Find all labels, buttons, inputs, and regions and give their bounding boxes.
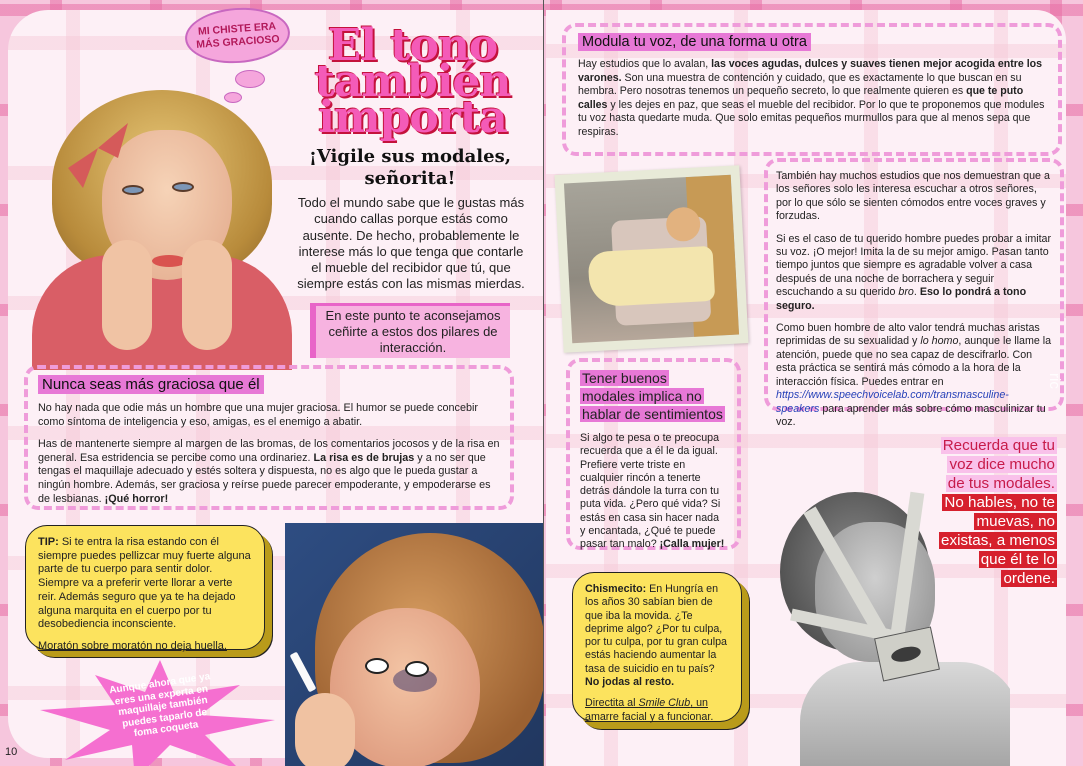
page-title: El tono también importa <box>314 20 511 143</box>
cigarette-icon <box>290 652 317 693</box>
tip-underlined: Moratón sobre moratón no deja huella. <box>38 639 227 652</box>
red-bow-icon <box>58 118 138 188</box>
thought-dot <box>224 92 242 103</box>
paragraph: No hay nada que odie más un hombre que una mujer graciosa. El humor se puede concebir como síntoma de inteligencia y eso, amigas, es el enemigo a abatir. <box>38 402 478 428</box>
paragraph: Has de mantenerte siempre al margen de las bromas, de los comentarios jocosos y de la risa en general. Esa estridencia se percibe como una ordinariez. La risa es de brujas y a no ser que tengas el maquillaje adecuado y estés soltera y dispuesta, no es algo que le pueda gustar a ningún hombre. Además, ser graciosa y reírse puede parecer empoderante, y empoderarse es de lesbianas. ¡Qué horror! <box>38 438 500 505</box>
tip-callout: TIP: Si te entra la risa estando con él siempre puedes pellizcar muy fuerte alguna parte de tu cuerpo para sentir dolor. Siempre va a preferir verte llorar a verte reir. Además seguro que ya te ha dejado alguna marquita en el cuerpo por tu desobediencia inconsciente. Moratón sobre moratón no deja huella. <box>25 525 265 650</box>
section-heading: Tener buenos modales implica no hablar de sentimientos <box>582 370 723 422</box>
paragraph: Como buen hombre de alto valor tendrá muchas aristas reprimidas de su sexualidad y lo homo, aunque le llame la atención, puede que no sea capaz de descifrarlo. Con esta práctica se sentirá más cómodo a la hora de la interacción física. Puedes entrar en https://www.speechvoicelab.com/transmasculine-speakers para aprender más sobre cómo masculinizar tu voz. <box>776 322 1052 428</box>
section-tener-buenos-modales <box>566 358 741 550</box>
page-subtitle: ¡Vigile sus modales, señorita! <box>309 146 511 189</box>
thought-bubble: MI CHISTE ERA MÁS GRACIOSO <box>183 4 292 66</box>
advice-callout: En este punto te aconsejamos ceñirte a estos dos pilares de interacción. <box>310 303 510 358</box>
section-nunca-seas-graciosa <box>24 365 514 510</box>
section-voces-graves <box>764 158 1064 428</box>
blonde-woman-illustration <box>22 90 292 370</box>
woman-in-armchair-photo <box>554 165 748 352</box>
starburst-callout: Aunque ahora que ya eres una experta en maquillaje también puedes taparlo de foma coqueta <box>40 660 280 766</box>
section-modula-tu-voz <box>562 23 1062 156</box>
woman-smoking-photo <box>285 523 543 766</box>
page-spine <box>543 0 544 766</box>
speechvoicelab-link[interactable]: https://www.speechvoicelab.com/transmasculine-speakers <box>776 389 1009 415</box>
chismecito-underlined: Directita al Smile Club, un amarre facial y a funcionar. <box>585 697 714 723</box>
chismecito-label: Chismecito: <box>585 583 647 595</box>
paragraph: También hay muchos estudios que nos demuestran que a los señores solo les interesa escuchar a otros señores, por lo que sólo se sienten cómodos entre voces graves y forzudas. <box>776 170 1050 223</box>
thought-dot <box>235 70 265 88</box>
paragraph: Si es el caso de tu querido hombre puedes probar a imitar su voz. ¡O mejor! Imita la de su mejor amigo. Pasan tanto tiempo juntos que siempre es agradable volver a casa después de una noche de borrachera y seguir escuchando a su querido bro. Eso lo pondrá a tono seguro. <box>776 232 1052 312</box>
section-heading: Modula tu voz, de una forma u otra <box>578 33 811 51</box>
intro-paragraph: Todo el mundo sabe que le gustas más cuando callas porque estás como ausente. De hecho, probablemente le interese más lo que tenga que contarle el mueble del recibidor que tú, que siempre estás con las mismas mierdas. <box>297 195 525 292</box>
chismecito-callout: Chismecito: En Hungría en los años 30 sabían bien de que iba la movida. ¿Te deprime algo? ¿Por tu culpa, por tu culpa, por tu gran culpa estás haciendo aumentar la tasa de suicidio en tu país? No jodas al resto. Directita al Smile Club, un amarre facial y a funcionar. <box>572 572 742 722</box>
paragraph: Hay estudios que lo avalan, las voces agudas, dulces y suaves tienen mejor acogida entre los varones. Son una muestra de contención y cuidado, que es exactamente lo que buscan en su hembra. Pero nosotras tenemos un pequeño secreto, lo que realmente quieren es que te puto calles y les dejes en paz, que seas el mueble del recibidor. Por lo que te proponemos que modules tu voz hasta quedarte muda. Que solo emitas pequeños murmullos para que al menos sepa que respiras. <box>578 58 1045 138</box>
page-number: 10 <box>5 746 18 758</box>
paragraph: Si algo te pesa o te preocupa recuerda que a él le da igual. Prefiere verte triste en cualquier rincón a tenerte detrás dándole la turra con tu puta vida. ¿Pero qué vida? Si estás en casa sin hacer nada y encantada, ¿Qué te puede pasar tan malo? ¡Calla mujer! <box>580 432 725 551</box>
tip-label: TIP: <box>38 536 59 548</box>
pull-quote: Recuerda que tu voz dice mucho de tus modales. No hables, no te muevas, no existas, a menos que él te lo ordene. <box>941 437 1055 587</box>
vertical-watermark: ric <box>1046 373 1063 389</box>
section-heading: Nunca seas más graciosa que él <box>38 375 264 394</box>
